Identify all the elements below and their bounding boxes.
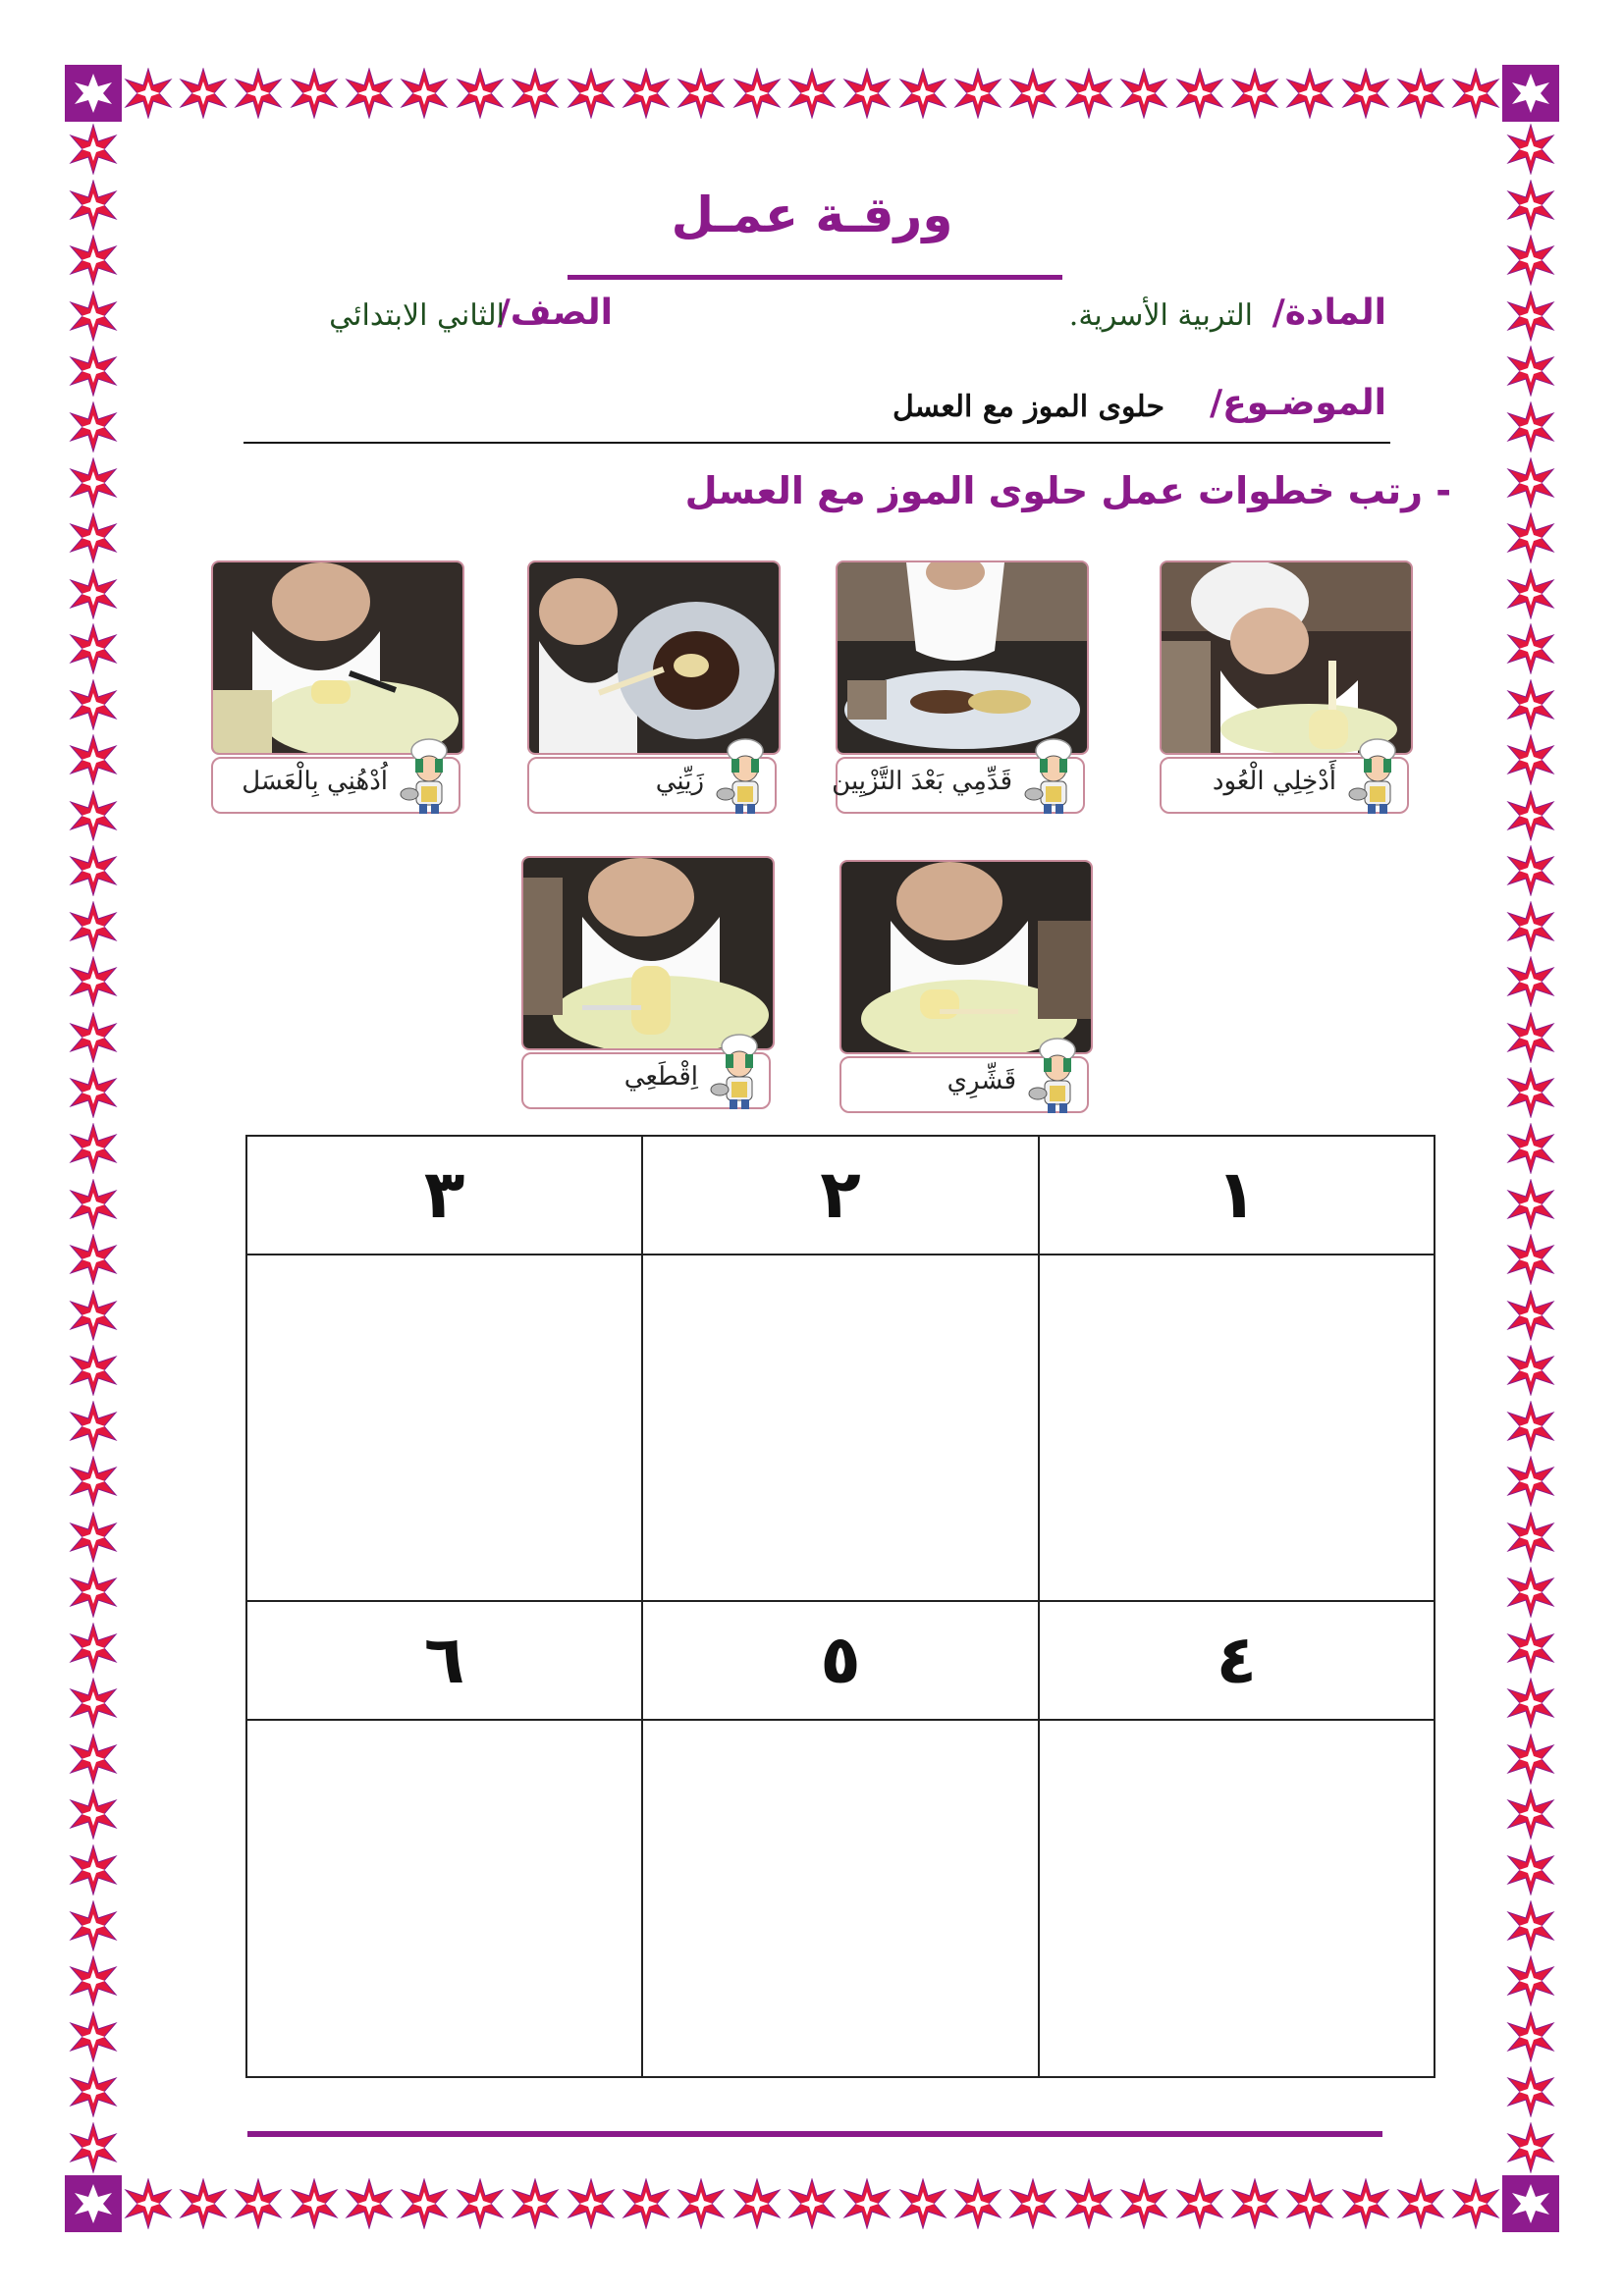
border-star-icon	[566, 68, 617, 119]
border-star-icon	[1450, 2178, 1501, 2229]
border-star-icon	[1118, 2178, 1169, 2229]
border-star-icon	[841, 2178, 893, 2229]
border-star-icon	[178, 2178, 229, 2229]
border-star-icon	[1505, 901, 1556, 952]
table-row	[246, 1720, 1435, 2077]
border-star-icon	[68, 2122, 119, 2173]
border-star-icon	[1505, 1290, 1556, 1341]
border-star-icon	[68, 2066, 119, 2117]
border-star-icon	[1505, 1734, 1556, 1785]
border-star-icon	[68, 956, 119, 1007]
step-number-cell: ١	[1039, 1136, 1435, 1255]
border-star-icon	[1505, 1567, 1556, 1618]
border-star-icon	[1505, 1123, 1556, 1174]
border-star-icon	[1174, 2178, 1225, 2229]
border-star-icon	[676, 2178, 727, 2229]
chef-icon	[1348, 737, 1407, 816]
border-star-icon	[1505, 1345, 1556, 1396]
border-star-icon	[1340, 2178, 1391, 2229]
border-star-icon	[68, 346, 119, 397]
subject-label: المادة/	[1272, 293, 1386, 333]
border-star-icon	[68, 401, 119, 453]
border-star-icon	[897, 68, 948, 119]
step-caption-text: زَيِّنِي	[655, 767, 704, 796]
border-star-icon	[289, 2178, 340, 2229]
border-star-icon	[68, 124, 119, 175]
border-star-icon	[897, 2178, 948, 2229]
border-star-icon	[1395, 2178, 1446, 2229]
border-star-icon	[1505, 1456, 1556, 1507]
chef-icon	[1028, 1037, 1087, 1115]
border-star-icon	[68, 1512, 119, 1563]
border-star-icon	[68, 2011, 119, 2062]
border-star-icon	[68, 512, 119, 563]
step-photo	[521, 856, 775, 1050]
border-star-icon	[786, 2178, 838, 2229]
step-caption-text: قَدِّمِي بَعْدَ التَّزْيِين	[832, 767, 1012, 796]
border-star-icon	[1505, 2122, 1556, 2173]
border-star-icon	[68, 1123, 119, 1174]
border-star-icon	[68, 1179, 119, 1230]
answer-box[interactable]	[1039, 1720, 1435, 2077]
border-star-icon	[1505, 1512, 1556, 1563]
border-star-icon	[1395, 68, 1446, 119]
bottom-divider	[247, 2131, 1382, 2137]
border-star-icon	[123, 68, 174, 119]
border-star-icon	[1505, 401, 1556, 453]
step-card-serve	[832, 561, 1085, 816]
answer-box[interactable]	[642, 1720, 1038, 2077]
border-star-icon	[68, 845, 119, 896]
border-star-icon	[676, 68, 727, 119]
border-star-icon	[68, 1234, 119, 1285]
title-underline	[568, 275, 1062, 280]
border-star-icon	[68, 1456, 119, 1507]
chef-icon	[400, 737, 459, 816]
border-star-icon	[1505, 124, 1556, 175]
border-star-icon	[289, 68, 340, 119]
border-star-icon	[68, 1844, 119, 1896]
border-star-icon	[1505, 2011, 1556, 2062]
corner-star-icon	[1502, 2175, 1559, 2232]
border-star-icon	[621, 2178, 672, 2229]
border-star-icon	[510, 68, 561, 119]
border-star-icon	[841, 68, 893, 119]
border-star-icon	[952, 2178, 1003, 2229]
corner-star-icon	[65, 65, 122, 122]
border-star-icon	[1229, 2178, 1280, 2229]
border-star-icon	[1505, 1067, 1556, 1118]
border-star-icon	[68, 1955, 119, 2006]
border-star-icon	[68, 901, 119, 952]
border-star-icon	[1505, 1678, 1556, 1729]
grade-value: الثاني الابتدائي	[329, 298, 505, 333]
step-number-cell: ٣	[246, 1136, 642, 1255]
border-star-icon	[233, 68, 284, 119]
border-star-icon	[68, 623, 119, 674]
border-star-icon	[68, 291, 119, 342]
border-star-icon	[1007, 2178, 1058, 2229]
border-star-icon	[952, 68, 1003, 119]
border-star-icon	[68, 734, 119, 785]
border-star-icon	[1505, 2066, 1556, 2117]
border-star-icon	[455, 2178, 506, 2229]
border-star-icon	[1174, 68, 1225, 119]
instruction-text: - رتب خطوات عمل حلوى الموز مع العسل	[684, 469, 1451, 512]
grade-label: الصف/	[497, 293, 613, 333]
step-photo	[211, 561, 464, 755]
border-star-icon	[344, 2178, 395, 2229]
step-photo	[527, 561, 781, 755]
border-star-icon	[1340, 68, 1391, 119]
step-card-decorate	[527, 561, 777, 816]
border-star-icon	[1284, 68, 1335, 119]
border-star-icon	[731, 2178, 783, 2229]
subject-value: التربية الأسرية.	[1068, 298, 1253, 333]
border-star-icon	[68, 568, 119, 619]
border-left	[65, 122, 122, 2175]
border-star-icon	[731, 68, 783, 119]
border-right	[1502, 122, 1559, 2175]
worksheet-title: ورقـة عمـل	[671, 187, 953, 243]
border-star-icon	[1505, 1789, 1556, 1840]
border-star-icon	[510, 2178, 561, 2229]
border-star-icon	[566, 2178, 617, 2229]
border-bottom	[65, 2175, 1559, 2232]
border-star-icon	[1229, 68, 1280, 119]
border-star-icon	[1505, 734, 1556, 785]
topic-underline	[244, 442, 1390, 444]
chef-icon	[716, 737, 775, 816]
table-row	[246, 1136, 1435, 1255]
border-star-icon	[68, 1789, 119, 1840]
border-star-icon	[786, 68, 838, 119]
border-star-icon	[68, 457, 119, 508]
corner-star-icon	[65, 2175, 122, 2232]
border-star-icon	[68, 1734, 119, 1785]
step-caption-text: أَدْخِلِي الْعُود	[1212, 767, 1336, 796]
step-card-brush-honey	[211, 561, 460, 816]
topic-label: الموضـوع/	[1210, 383, 1386, 423]
border-star-icon	[455, 68, 506, 119]
border-star-icon	[399, 2178, 450, 2229]
step-photo	[839, 860, 1093, 1054]
border-star-icon	[1118, 68, 1169, 119]
answer-box[interactable]	[246, 1720, 642, 2077]
border-star-icon	[68, 679, 119, 730]
border-star-icon	[1505, 457, 1556, 508]
table-row	[246, 1255, 1435, 1601]
border-star-icon	[1505, 845, 1556, 896]
border-star-icon	[1007, 68, 1058, 119]
border-star-icon	[68, 1401, 119, 1452]
step-photo	[1160, 561, 1413, 755]
border-star-icon	[1450, 68, 1501, 119]
border-star-icon	[233, 2178, 284, 2229]
border-star-icon	[1505, 1401, 1556, 1452]
border-star-icon	[621, 68, 672, 119]
step-caption-text: اُدْهُنِي بِالْعَسَل	[242, 767, 388, 796]
border-star-icon	[68, 1678, 119, 1729]
border-star-icon	[1505, 1844, 1556, 1896]
border-star-icon	[68, 1900, 119, 1951]
step-number-cell: ٥	[642, 1601, 1038, 1720]
border-star-icon	[1505, 623, 1556, 674]
border-star-icon	[68, 1067, 119, 1118]
border-star-icon	[1505, 1900, 1556, 1951]
chef-icon	[1024, 737, 1083, 816]
border-star-icon	[68, 1290, 119, 1341]
step-number-cell: ٤	[1039, 1601, 1435, 1720]
border-star-icon	[1284, 2178, 1335, 2229]
border-star-icon	[1505, 679, 1556, 730]
border-star-icon	[1505, 1623, 1556, 1674]
answer-box[interactable]	[642, 1255, 1038, 1601]
border-star-icon	[68, 1623, 119, 1674]
border-star-icon	[1505, 568, 1556, 619]
border-star-icon	[68, 790, 119, 841]
border-top	[65, 65, 1559, 122]
border-star-icon	[1505, 1179, 1556, 1230]
border-star-icon	[68, 1567, 119, 1618]
step-card-peel	[839, 860, 1089, 1115]
border-star-icon	[1505, 512, 1556, 563]
border-star-icon	[1505, 291, 1556, 342]
border-star-icon	[399, 68, 450, 119]
answer-box[interactable]	[246, 1255, 642, 1601]
ordering-table	[245, 1135, 1435, 2078]
border-star-icon	[1505, 1012, 1556, 1063]
corner-star-icon	[1502, 65, 1559, 122]
border-star-icon	[178, 68, 229, 119]
step-card-insert-stick	[1160, 561, 1409, 816]
step-caption-text: اِقْطَعِي	[623, 1062, 698, 1092]
border-star-icon	[1505, 956, 1556, 1007]
border-star-icon	[344, 68, 395, 119]
chef-icon	[710, 1033, 769, 1111]
table-row	[246, 1601, 1435, 1720]
step-number-cell: ٦	[246, 1601, 642, 1720]
step-caption-text: قَشِّرِي	[947, 1066, 1016, 1095]
border-star-icon	[1505, 1234, 1556, 1285]
step-number-cell: ٢	[642, 1136, 1038, 1255]
border-star-icon	[1063, 2178, 1114, 2229]
border-star-icon	[123, 2178, 174, 2229]
border-star-icon	[68, 1345, 119, 1396]
border-star-icon	[1063, 68, 1114, 119]
step-photo	[836, 561, 1089, 755]
topic-value: حلوى الموز مع العسل	[892, 390, 1164, 424]
border-star-icon	[1505, 1955, 1556, 2006]
border-star-icon	[1505, 790, 1556, 841]
border-star-icon	[1505, 346, 1556, 397]
answer-box[interactable]	[1039, 1255, 1435, 1601]
border-star-icon	[68, 1012, 119, 1063]
step-card-cut	[521, 856, 771, 1111]
